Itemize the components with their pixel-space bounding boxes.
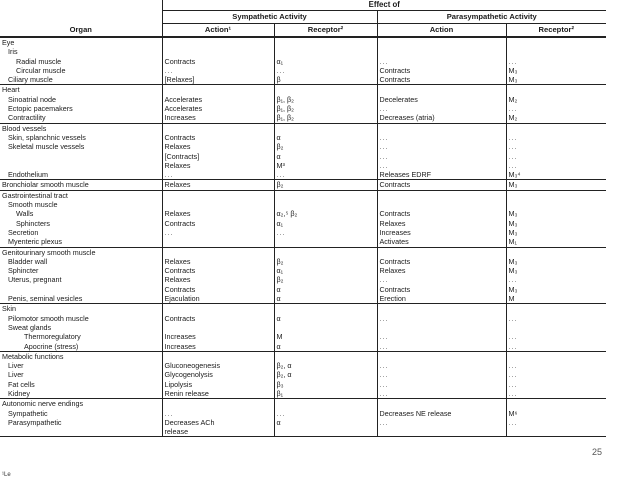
sympathetic-action-cell: ... [162, 228, 274, 237]
organ-cell: Kidney [8, 388, 30, 398]
sympathetic-action-cell: ... [162, 66, 274, 75]
sympathetic-receptor-cell [274, 351, 377, 361]
parasympathetic-receptor-cell [506, 304, 606, 314]
sympathetic-receptor-cell: ... [274, 66, 377, 75]
parasympathetic-action-cell: ... [377, 342, 506, 352]
parasympathetic-action-cell: ... [377, 152, 506, 161]
sympathetic-action-cell: Contracts [162, 57, 274, 66]
sympathetic-action-cell: [Contracts] [162, 152, 274, 161]
table-row [0, 75, 606, 85]
sympathetic-receptor-cell [274, 190, 377, 200]
sympathetic-action-cell: Ejaculation [162, 294, 274, 304]
organ-cell: Uterus, pregnant [8, 275, 62, 285]
sympathetic-action-cell [162, 247, 274, 257]
sympathetic-receptor-cell [274, 323, 377, 332]
sympathetic-receptor-cell: β₂, α [274, 361, 377, 370]
sympathetic-action-cell: Renin release [162, 389, 274, 399]
table-section [0, 351, 606, 398]
parasympathetic-receptor-cell: M₃ [506, 257, 606, 266]
parasympathetic-receptor-cell: ... [506, 152, 606, 161]
parasympathetic-action-cell: Contracts [377, 75, 506, 85]
sympathetic-receptor-cell: β₃ [274, 380, 377, 389]
sympathetic-receptor-cell [274, 304, 377, 314]
parasympathetic-action-cell: Contracts [377, 257, 506, 266]
parasympathetic-receptor-cell [506, 323, 606, 332]
sympathetic-action-cell: release [162, 427, 274, 437]
sympathetic-action-cell: Relaxes [162, 142, 274, 151]
footnote-fragment: ¹Le [2, 472, 11, 478]
header-parasympathetic-action: Action [377, 24, 506, 38]
sympathetic-receptor-cell: α₁ [274, 219, 377, 228]
header-effect-row [0, 0, 606, 11]
organ-cell: Sympathetic [8, 408, 48, 418]
table-row [0, 314, 606, 323]
organ-cell: Ectopic pacemakers [8, 104, 73, 114]
table-row [0, 370, 606, 379]
table-section [0, 180, 606, 190]
sympathetic-action-cell [162, 38, 274, 47]
sympathetic-receptor-cell [274, 247, 377, 257]
sympathetic-action-cell: Accelerates [162, 95, 274, 104]
table-section [0, 85, 606, 123]
organ-cell: Sweat glands [8, 322, 52, 332]
parasympathetic-action-cell: Relaxes [377, 266, 506, 275]
parasympathetic-action-cell: Contracts [377, 66, 506, 75]
organ-cell [0, 427, 162, 437]
table-row [0, 342, 606, 352]
parasympathetic-action-cell: ... [377, 370, 506, 379]
sympathetic-receptor-cell: α₂,⁵ β₂ [274, 209, 377, 218]
parasympathetic-action-cell: ... [377, 104, 506, 113]
table-row [0, 47, 606, 56]
sympathetic-receptor-cell [274, 237, 377, 247]
sympathetic-action-cell: Glycogenolysis [162, 370, 274, 379]
organ-cell: Iris [8, 47, 18, 57]
table-row [0, 237, 606, 247]
header-parasympathetic-receptor: Receptor² [506, 24, 606, 38]
sympathetic-action-cell: Gluconeogenesis [162, 361, 274, 370]
sympathetic-receptor-cell [274, 200, 377, 209]
sympathetic-action-cell: [Relaxes] [162, 75, 274, 85]
sympathetic-receptor-cell [274, 47, 377, 56]
sympathetic-receptor-cell: β₁, β₂ [274, 113, 377, 123]
sympathetic-receptor-cell [274, 123, 377, 133]
organ-cell [0, 285, 162, 294]
organ-cell: Ciliary muscle [8, 75, 53, 85]
parasympathetic-receptor-cell: ... [506, 342, 606, 352]
sympathetic-receptor-cell: α [274, 133, 377, 142]
table-row [0, 95, 606, 104]
parasympathetic-action-cell: ... [377, 275, 506, 284]
table-section [0, 247, 606, 304]
table-row [0, 380, 606, 389]
page-number: 25 [592, 447, 603, 457]
organ-cell: Eye [2, 38, 15, 47]
sympathetic-action-cell: Accelerates [162, 104, 274, 113]
table-row [0, 275, 606, 284]
sympathetic-receptor-cell: ... [274, 409, 377, 418]
sympathetic-action-cell: Contracts [162, 133, 274, 142]
sympathetic-receptor-cell: M [274, 332, 377, 341]
sympathetic-action-cell [162, 123, 274, 133]
sympathetic-receptor-cell: β [274, 75, 377, 85]
table-row [0, 285, 606, 294]
organ-cell: Parasympathetic [8, 417, 62, 427]
organ-cell: Genitourinary smooth muscle [2, 247, 96, 257]
table-row [0, 113, 606, 123]
sympathetic-receptor-cell: M³ [274, 161, 377, 170]
parasympathetic-action-cell: Relaxes [377, 219, 506, 228]
sympathetic-action-cell: ... [162, 170, 274, 180]
organ-cell: Circular muscle [16, 65, 66, 75]
table-row [0, 361, 606, 370]
parasympathetic-receptor-cell: M⁶ [506, 409, 606, 418]
organ-cell: Sphincters [16, 218, 50, 228]
parasympathetic-receptor-cell: M₁ [506, 237, 606, 247]
parasympathetic-action-cell: ... [377, 380, 506, 389]
parasympathetic-receptor-cell [506, 399, 606, 409]
sympathetic-action-cell [162, 200, 274, 209]
table-row [0, 66, 606, 75]
header-columns-row [0, 24, 606, 38]
sympathetic-receptor-cell [274, 38, 377, 47]
sympathetic-receptor-cell: α [274, 152, 377, 161]
sympathetic-receptor-cell: β₂ [274, 142, 377, 151]
organ-cell: Bronchiolar smooth muscle [2, 180, 89, 190]
table-row [0, 200, 606, 209]
parasympathetic-action-cell: Erection [377, 294, 506, 304]
parasympathetic-action-cell: Contracts [377, 285, 506, 294]
table-row [0, 142, 606, 151]
sympathetic-action-cell: ... [162, 409, 274, 418]
table-row [0, 123, 606, 133]
sympathetic-action-cell: Increases [162, 342, 274, 352]
parasympathetic-action-cell: Contracts [377, 180, 506, 190]
parasympathetic-action-cell: ... [377, 332, 506, 341]
table-row [0, 190, 606, 200]
sympathetic-action-cell: Relaxes [162, 209, 274, 218]
organ-cell [0, 152, 162, 161]
table-row [0, 389, 606, 399]
sympathetic-action-cell: Contracts [162, 266, 274, 275]
table-section [0, 38, 606, 85]
organ-cell: Contractility [8, 113, 46, 123]
sympathetic-action-cell: Decreases ACh [162, 418, 274, 427]
parasympathetic-receptor-cell: M₃ [506, 209, 606, 218]
parasympathetic-action-cell [377, 399, 506, 409]
organ-cell: Autonomic nerve endings [2, 399, 84, 409]
sympathetic-action-cell: Relaxes [162, 257, 274, 266]
sympathetic-action-cell [162, 190, 274, 200]
sympathetic-action-cell [162, 323, 274, 332]
parasympathetic-receptor-cell: M₃ [506, 75, 606, 85]
table-row [0, 247, 606, 257]
parasympathetic-receptor-cell [506, 38, 606, 47]
sympathetic-receptor-cell [274, 399, 377, 409]
parasympathetic-action-cell: Decreases NE release [377, 409, 506, 418]
organ-cell: Blood vessels [2, 123, 47, 133]
parasympathetic-receptor-cell: ... [506, 380, 606, 389]
organ-cell: Secretion [8, 227, 39, 237]
parasympathetic-action-cell: ... [377, 418, 506, 427]
table-row [0, 219, 606, 228]
organ-cell: Endothelium [8, 170, 48, 180]
parasympathetic-receptor-cell: ... [506, 332, 606, 341]
parasympathetic-receptor-cell: ... [506, 361, 606, 370]
table-row [0, 161, 606, 170]
table-row [0, 38, 606, 47]
table-row [0, 351, 606, 361]
table-section [0, 304, 606, 351]
sympathetic-receptor-cell: β₂ [274, 257, 377, 266]
header-blank [0, 0, 162, 11]
parasympathetic-receptor-cell [506, 200, 606, 209]
table-row [0, 427, 606, 437]
parasympathetic-action-cell: ... [377, 133, 506, 142]
parasympathetic-receptor-cell [506, 427, 606, 437]
sympathetic-receptor-cell: β₂ [274, 180, 377, 190]
parasympathetic-receptor-cell: M₂ [506, 113, 606, 123]
parasympathetic-receptor-cell [506, 85, 606, 95]
parasympathetic-action-cell [377, 38, 506, 47]
parasympathetic-receptor-cell: ... [506, 57, 606, 66]
parasympathetic-action-cell [377, 200, 506, 209]
parasympathetic-action-cell: Releases EDRF [377, 170, 506, 180]
organ-cell: Bladder wall [8, 256, 48, 266]
parasympathetic-receptor-cell: ... [506, 275, 606, 284]
organ-cell: Fat cells [8, 379, 35, 389]
parasympathetic-action-cell [377, 47, 506, 56]
table-body [0, 38, 606, 437]
organ-cell: Heart [2, 85, 20, 95]
parasympathetic-action-cell [377, 85, 506, 95]
table-row [0, 418, 606, 427]
sympathetic-action-cell: Relaxes [162, 180, 274, 190]
parasympathetic-receptor-cell: ... [506, 314, 606, 323]
parasympathetic-action-cell: ... [377, 389, 506, 399]
table-row [0, 133, 606, 142]
sympathetic-action-cell [162, 237, 274, 247]
parasympathetic-action-cell [377, 323, 506, 332]
parasympathetic-receptor-cell: ... [506, 142, 606, 151]
table-row [0, 180, 606, 190]
organ-cell [0, 161, 162, 170]
parasympathetic-receptor-cell: ... [506, 161, 606, 170]
table-row [0, 266, 606, 275]
sympathetic-receptor-cell: α₁ [274, 57, 377, 66]
organ-cell: Myenteric plexus [8, 237, 62, 247]
table-row [0, 409, 606, 418]
table-row [0, 228, 606, 237]
table-row [0, 152, 606, 161]
sympathetic-receptor-cell: α [274, 314, 377, 323]
organ-cell: Pilomotor smooth muscle [8, 313, 89, 323]
table-row [0, 304, 606, 314]
parasympathetic-receptor-cell [506, 47, 606, 56]
table-row [0, 209, 606, 218]
sympathetic-action-cell [162, 304, 274, 314]
parasympathetic-action-cell [377, 351, 506, 361]
autonomic-effects-table [0, 0, 606, 38]
header-group-row [0, 11, 606, 24]
table-row [0, 57, 606, 66]
parasympathetic-receptor-cell: ... [506, 370, 606, 379]
header-sympathetic: Sympathetic Activity [162, 11, 377, 24]
sympathetic-receptor-cell: β₂ [274, 275, 377, 284]
table-section [0, 399, 606, 437]
table-row [0, 332, 606, 341]
parasympathetic-action-cell: ... [377, 314, 506, 323]
parasympathetic-action-cell [377, 123, 506, 133]
header-effect-of: Effect of [162, 0, 606, 11]
table-row [0, 85, 606, 95]
table-row [0, 104, 606, 113]
organ-cell: Gastrointestinal tract [2, 190, 68, 200]
parasympathetic-receptor-cell: ... [506, 133, 606, 142]
table-row [0, 399, 606, 409]
table-row [0, 323, 606, 332]
parasympathetic-action-cell: Decelerates [377, 95, 506, 104]
header-sympathetic-receptor: Receptor² [274, 24, 377, 38]
parasympathetic-receptor-cell [506, 123, 606, 133]
sympathetic-action-cell: Relaxes [162, 161, 274, 170]
parasympathetic-receptor-cell: M₃ [506, 266, 606, 275]
table-section [0, 190, 606, 247]
header-blank [0, 11, 162, 24]
sympathetic-receptor-cell: α [274, 285, 377, 294]
organ-cell: Sphincter [8, 266, 39, 276]
parasympathetic-receptor-cell: M₃⁴ [506, 170, 606, 180]
parasympathetic-action-cell: Activates [377, 237, 506, 247]
parasympathetic-receptor-cell: M₃ [506, 219, 606, 228]
parasympathetic-action-cell: ... [377, 142, 506, 151]
organ-cell: Skeletal muscle vessels [8, 142, 85, 152]
sympathetic-receptor-cell: β₁ [274, 389, 377, 399]
parasympathetic-action-cell: Decreases (atria) [377, 113, 506, 123]
parasympathetic-receptor-cell: M₃ [506, 228, 606, 237]
organ-cell: Apocrine (stress) [24, 341, 79, 351]
parasympathetic-receptor-cell [506, 190, 606, 200]
sympathetic-receptor-cell: ... [274, 228, 377, 237]
table-row [0, 170, 606, 180]
organ-cell: Skin [2, 304, 16, 314]
sympathetic-action-cell: Increases [162, 113, 274, 123]
parasympathetic-receptor-cell: ... [506, 418, 606, 427]
table-header [0, 0, 606, 37]
parasympathetic-action-cell [377, 247, 506, 257]
sympathetic-action-cell [162, 351, 274, 361]
sympathetic-receptor-cell: α [274, 418, 377, 427]
table-section [0, 123, 606, 180]
organ-cell: Thermoregulatory [24, 332, 81, 342]
sympathetic-action-cell: Increases [162, 332, 274, 341]
parasympathetic-receptor-cell [506, 351, 606, 361]
header-parasympathetic: Parasympathetic Activity [377, 11, 606, 24]
sympathetic-receptor-cell: ... [274, 170, 377, 180]
parasympathetic-action-cell: Increases [377, 228, 506, 237]
table-row [0, 294, 606, 304]
sympathetic-receptor-cell: β₁, β₂ [274, 95, 377, 104]
sympathetic-action-cell [162, 399, 274, 409]
sympathetic-receptor-cell: α [274, 342, 377, 352]
header-sympathetic-action: Action¹ [162, 24, 274, 38]
sympathetic-receptor-cell: α [274, 294, 377, 304]
sympathetic-action-cell [162, 47, 274, 56]
parasympathetic-action-cell: Contracts [377, 209, 506, 218]
sympathetic-receptor-cell: β₂, α [274, 370, 377, 379]
sympathetic-action-cell: Relaxes [162, 275, 274, 284]
organ-cell: Penis, seminal vesicles [8, 294, 83, 304]
sympathetic-receptor-cell: β₁, β₂ [274, 104, 377, 113]
parasympathetic-receptor-cell: M [506, 294, 606, 304]
parasympathetic-action-cell: ... [377, 161, 506, 170]
sympathetic-action-cell: Lipolysis [162, 380, 274, 389]
organ-cell: Liver [8, 361, 24, 371]
parasympathetic-receptor-cell: M₂ [506, 95, 606, 104]
sympathetic-action-cell: Contracts [162, 314, 274, 323]
sympathetic-action-cell: Contracts [162, 285, 274, 294]
parasympathetic-action-cell [377, 304, 506, 314]
organ-cell: Smooth muscle [8, 200, 58, 210]
parasympathetic-receptor-cell: ... [506, 104, 606, 113]
organ-cell: Sinoatrial node [8, 94, 56, 104]
sympathetic-receptor-cell: α₁ [274, 266, 377, 275]
parasympathetic-receptor-cell: M₃ [506, 66, 606, 75]
sympathetic-action-cell: Contracts [162, 219, 274, 228]
sympathetic-receptor-cell [274, 427, 377, 437]
parasympathetic-receptor-cell [506, 247, 606, 257]
organ-cell: Radial muscle [16, 56, 62, 66]
sympathetic-action-cell [162, 85, 274, 95]
parasympathetic-action-cell [377, 190, 506, 200]
organ-cell: Liver [8, 370, 24, 380]
organ-cell: Walls [16, 209, 34, 219]
parasympathetic-action-cell: ... [377, 57, 506, 66]
organ-cell: Metabolic functions [2, 351, 64, 361]
parasympathetic-receptor-cell: M₃ [506, 285, 606, 294]
organ-cell: Skin, splanchnic vessels [8, 132, 86, 142]
parasympathetic-receptor-cell: M₃ [506, 180, 606, 190]
parasympathetic-action-cell [377, 427, 506, 437]
table-row [0, 257, 606, 266]
sympathetic-receptor-cell [274, 85, 377, 95]
parasympathetic-receptor-cell: ... [506, 389, 606, 399]
header-organ: Organ [0, 24, 162, 38]
parasympathetic-action-cell: ... [377, 361, 506, 370]
